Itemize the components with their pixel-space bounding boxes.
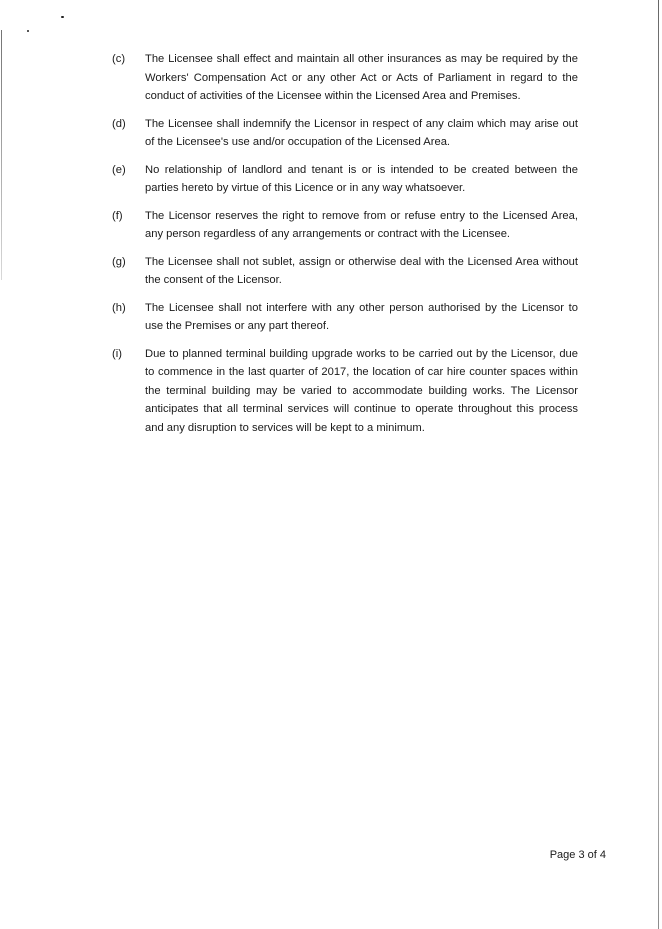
clause-text: The Licensor reserves the right to remove from or refuse entry to the Licensed Area, any person regardless of any arrangements or contract with the Licensee.: [145, 209, 578, 240]
clause-text: The Licensee shall indemnify the Licensor in respect of any claim which may arise out of the Licensee's use and/or occupation of the Licensed Area.: [145, 117, 578, 148]
clause-number: (d): [112, 117, 126, 130]
clause-i: [112, 345, 578, 438]
clause-number: (h): [112, 301, 126, 314]
clause-text: The Licensee shall not interfere with any other person authorised by the Licensor to use the Premises or any part thereof.: [145, 301, 578, 332]
scan-speck: [27, 30, 29, 32]
scan-speck: [61, 16, 64, 18]
clause-h: [112, 299, 578, 336]
clause-text: No relationship of landlord and tenant is or is intended to be created between the parties hereto by virtue of this Licence or in any way whatsoever.: [145, 163, 578, 194]
clause-text: The Licensee shall effect and maintain all other insurances as may be required by the Workers' Compensation Act or any other Act or Acts of Parliament in regard to the conduct of activities of the Licensee within the Licensed Area and Premises.: [145, 53, 578, 102]
scan-edge-left: [1, 30, 2, 280]
clause-text: Due to planned terminal building upgrade works to be carried out by the Licensor, due to commence in the last quarter of 2017, the location of car hire counter spaces within the terminal building may be varied to accommodate building works. The Licensor anticipates that all terminal services will continue to operate throughout this process and any disruption to services will be kept to a minimum.: [145, 347, 578, 434]
clause-f: [112, 207, 578, 244]
scan-edge-right: [658, 0, 659, 929]
clause-d: [112, 115, 578, 152]
clause-text: The Licensee shall not sublet, assign or otherwise deal with the Licensed Area without the consent of the Licensor.: [145, 255, 578, 286]
clause-number: (g): [112, 255, 126, 268]
clause-c: [112, 50, 578, 106]
clause-list: [112, 50, 578, 437]
clause-g: [112, 253, 578, 290]
clause-number: (e): [112, 163, 126, 176]
clause-number: (f): [112, 209, 123, 222]
page-number: Page 3 of 4: [549, 849, 606, 861]
clause-e: [112, 161, 578, 198]
clause-number: (c): [112, 53, 126, 65]
clause-number: (i): [112, 347, 122, 360]
